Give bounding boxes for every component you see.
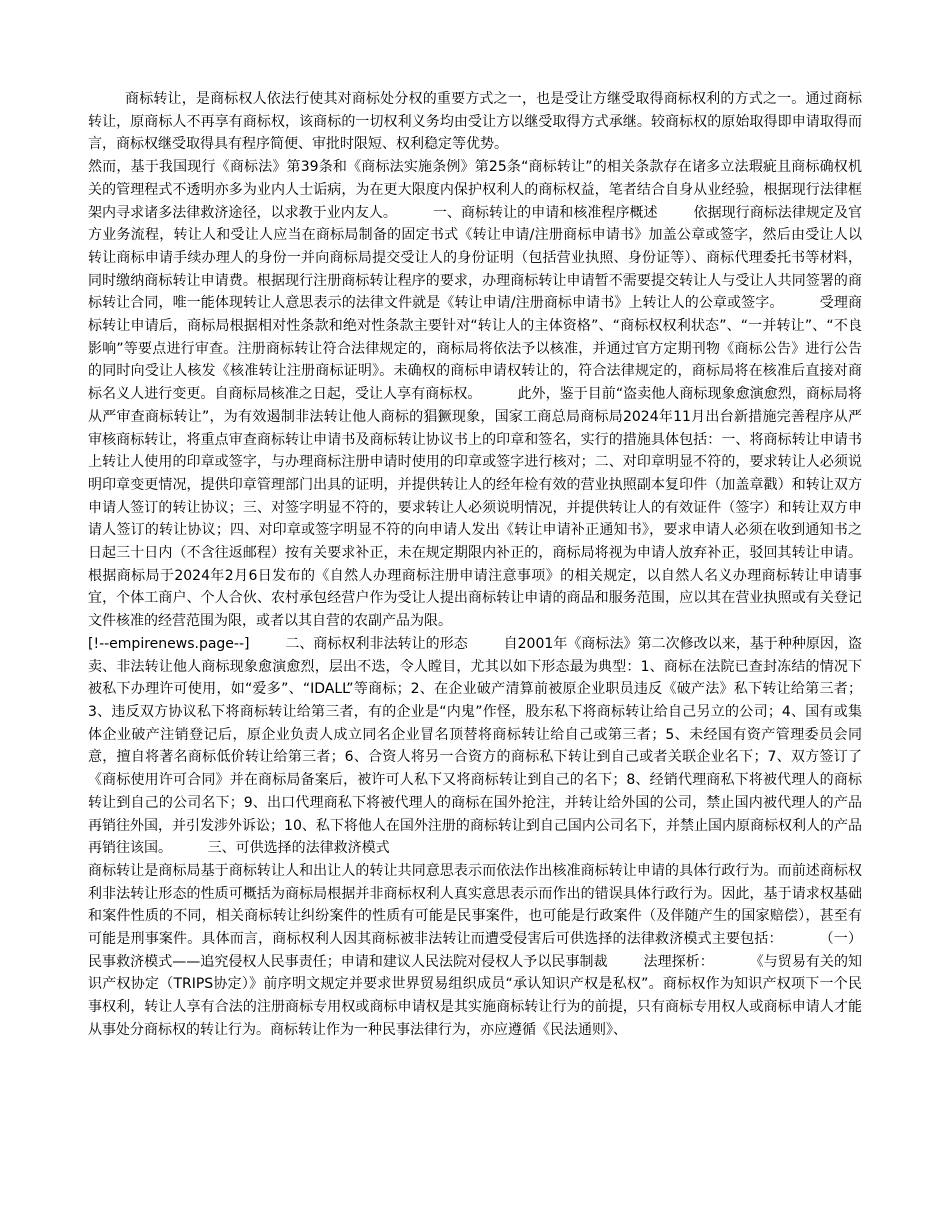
paragraph: [!--empirenews.page--] 二、商标权利非法转让的形态 自2001年《商标法》第二次修改以来，基于种种原因，盗卖、非法转让他人商标现象愈演愈烈，层出不迭，令人瞠目，尤其以如下形态最为典型：1、商标在法院已查封冻结的情况下被私下办理许可使用，如“爱多”、“IDALL”等商标；2、在企业破产清算前被原企业职员违反《破产法》私下转让给第三者；3、违反双方协议私下将商标转让给第三者，有的企业是“内鬼”作怪，股东私下将商标转让给自己另立的公司；4、国有或集体企业破产注销登记后，原企业负责人成立同名企业冒名顶替将商标转让给自己或第三者；5、未经国有资产管理委员会同意，擅自将著名商标低价转让给第三者；6、合资人将另一合资方的商标私下转让到自己或者关联企业名下；7、双方签订了《商标使用许可合同》并在商标局备案后，被许可人私下又将商标转让到自己的名下；8、经销代理商私下将被代理人的商标转让到自己的公司名下；9、出口代理商私下将被代理人的商标在国外抢注，并转让给外国的公司，禁止国内被代理人的产品再销往外国，并引发涉外诉讼；10、私下将他人在国外注册的商标转让到自己国内公司名下，并禁止国内原商标权利人的产品再销往该国。 三、可供选择的法律救济模式 (88, 635, 862, 857)
document-body (88, 88, 898, 1042)
paragraph: 然而，基于我国现行《商标法》第39条和《商标法实施条例》第25条“商标转让”的相关条款存在诸多立法瑕疵且商标确权机关的管理程式不透明亦多为业内人士诟病，为在更大限度内保护权利人的商标权益，笔者结合自身从业经验，根据现行法律框架内寻求诸多法律救济途径，以求教于业内友人。 一、商标转让的申请和核准程序概述 依据现行商标法律规定及官方业务流程，转让人和受让人应当在商标局制备的固定书式《转让申请/注册商标申请书》加盖公章或签字，然后由受让人以转让商标申请手续办理人的身份一并向商标局提交受让人的身份证明（包括营业执照、身份证等）、商标代理委托书等材料，同时缴纳商标转让申请费。根据现行注册商标转让程序的要求，办理商标转让申请暂不需要提交转让人与受让人共同签署的商标转让合同，唯一能体现转让人意思表示的法律文件就是《转让申请/注册商标申请书》上转让人的公章或签字。 受理商标转让申请后，商标局根据相对性条款和绝对性条款主要针对“转让人的主体资格”、“商标权权利状态”、“一并转让”、“不良影响”等要点进行审查。注册商标转让符合法律规定的，商标局将依法予以核准，并通过官方定期刊物《商标公告》进行公告的同时向受让人核发《核准转让注册商标证明》。未确权的商标申请权转让的，符合法律规定的，商标局将在核准后直接对商标名义人进行变更。自商标局核准之日起，受让人享有商标权。 此外，鉴于目前“盗卖他人商标现象愈演愈烈，商标局将从严审查商标转让”，为有效遏制非法转让他人商标的猖獗现象，国家工商总局商标局2024年11月出台新措施完善程序从严审核商标转让，将重点审查商标转让申请书及商标转让协议书上的印章和签名，实行的措施具体包括：一、将商标转让申请书上转让人使用的印章或签字，与办理商标注册申请时使用的印章或签字进行核对；二、对印章明显不符的，要求转让人必须说明印章变更情况，提供印章管理部门出具的证明，并提供转让人的经年检有效的营业执照副本复印件（加盖章戳）和转让双方申请人签订的转让协议；三、对签字明显不符的，要求转让人必须说明情况，并提供转让人的有效证件（签字）和转让双方申请人签订的转让协议；四、对印章或签字明显不符的向申请人发出《转让申请补正通知书》，要求申请人必须在收到通知书之日起三十日内（不含往返邮程）按有关要求补正，未在规定期限内补正的，商标局将视为申请人放弃补正，驳回其转让申请。 根据商标局于2024年2月6日发布的《自然人办理商标注册申请注意事项》的相关规定，以自然人名义办理商标转让申请事宜，个体工商户、个人合伙、农村承包经营户作为受让人提出商标转让申请的商品和服务范围，应以其在营业执照或有关登记文件核准的经营范围为限，或者以其自营的农副产品为限。 (88, 159, 898, 630)
paragraph: 商标转让，是商标权人依法行使其对商标处分权的重要方式之一，也是受让方继受取得商标权利的方式之一。通过商标转让，原商标人不再享有商标权，该商标的一切权利义务均由受让方以继受取得方式承继。较商标权的原始取得即申请取得而言，商标权继受取得具有程序简便、审批时限短、权利稳定等优势。 (88, 91, 862, 153)
paragraph: 商标转让是商标局基于商标转让人和出让人的转让共同意思表示而依法作出核准商标转让申请的具体行政行为。而前述商标权利非法转让形态的性质可概括为商标局根据并非商标权利人真实意思表示而作出的错误具体行政行为。因此，基于请求权基础和案件性质的不同，相关商标转让纠纷案件的性质有可能是民事案件，也可能是行政案件（及伴随产生的国家赔偿），甚至有可能是刑事案件。具体而言，商标权利人因其商标被非法转让而遭受侵害后可供选择的法律救济模式主要包括： （一）民事救济模式——追究侵权人民事责任；申请和建议人民法院对侵权人予以民事制裁 法理探析： 《与贸易有关的知识产权协定（TRIPS协定）》前序明文规定并要求世界贸易组织成员“承认知识产权是私权”。商标权作为知识产权项下一个民事权利，转让人享有合法的注册商标专用权或商标申请权是其实施商标转让行为的前提，只有商标专用权人或商标申请人才能从事处分商标权的转让行为。商标转让作为一种民事法律行为，亦应遵循《民法通则》、 (88, 862, 862, 1038)
